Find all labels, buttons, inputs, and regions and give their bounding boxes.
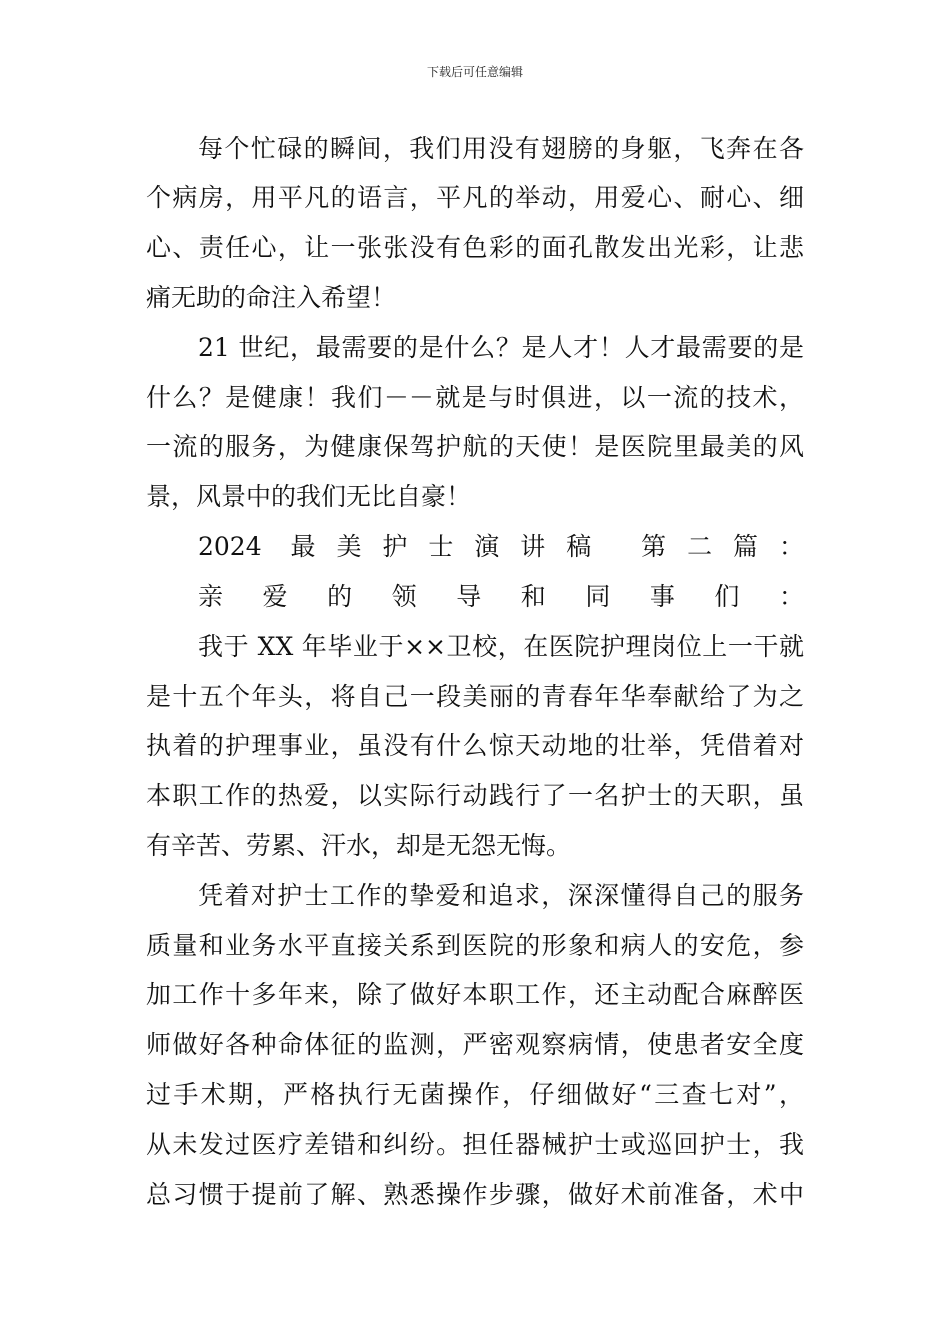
- text-line: 一流的服务，为健康保驾护航的天使！是医院里最美的风: [146, 432, 804, 461]
- text-line: 本职工作的热爱，以实际行动践行了一名护士的天职，虽: [146, 781, 804, 810]
- text-line: 加工作十多年来，除了做好本职工作，还主动配合麻醉医: [146, 980, 804, 1009]
- text-line: 质量和业务水平直接关系到医院的形象和病人的安危，参: [146, 931, 804, 960]
- text-line: 师做好各种命体征的监测，严密观察病情，使患者安全度: [146, 1030, 804, 1059]
- text-line: 总习惯于提前了解、熟悉操作步骤，做好术前准备，术中: [146, 1180, 804, 1209]
- text-line: 过手术期，严格执行无菌操作，仔细做好“三查七对”，: [146, 1080, 804, 1109]
- page-header: 下载后可任意编辑: [426, 65, 523, 79]
- text-line: 执着的护理事业，虽没有什么惊天动地的壮举，凭借着对: [146, 731, 804, 760]
- text-line: 从未发过医疗差错和纠纷。担任器械护士或巡回护士，我: [146, 1130, 804, 1159]
- text-line: 是十五个年头，将自己一段美丽的青春年华奉献给了为之: [146, 682, 804, 711]
- text-line: 什么？是健康！我们－－就是与时俱进，以一流的技术，: [146, 383, 804, 412]
- text-line: 个病房，用平凡的语言，平凡的举动，用爱心、耐心、细: [146, 183, 804, 212]
- text-line: 心、责任心，让一张张没有色彩的面孔散发出光彩，让悲: [146, 233, 804, 262]
